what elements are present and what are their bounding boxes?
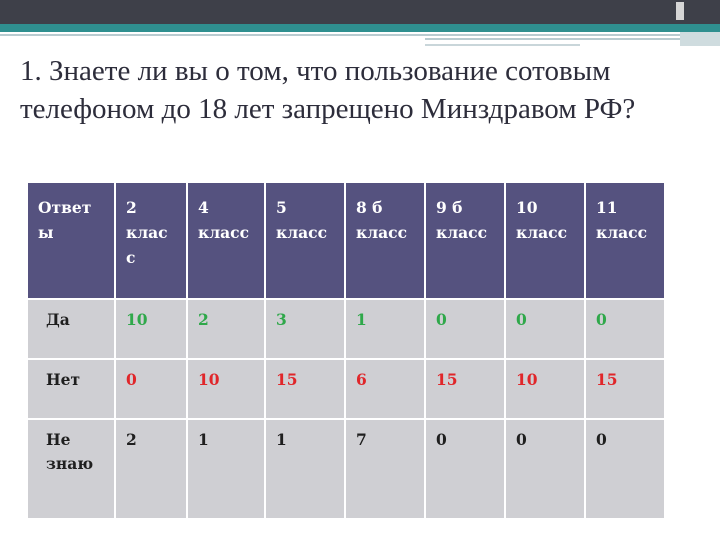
top-right-decor <box>676 2 684 20</box>
table-cell: 2 <box>187 299 265 359</box>
table-cell: 0 <box>585 299 665 359</box>
row-label: Не знаю <box>27 419 115 519</box>
header-grade-10: 10 класс <box>505 182 585 299</box>
header-grade-2: 2 клас с <box>115 182 187 299</box>
table-cell: 15 <box>425 359 505 419</box>
table-cell: 10 <box>187 359 265 419</box>
table-cell: 15 <box>585 359 665 419</box>
table-cell: 0 <box>585 419 665 519</box>
header-grade-5: 5 класс <box>265 182 345 299</box>
header-grade-4: 4 класс <box>187 182 265 299</box>
decor-line <box>0 34 720 36</box>
table-cell: 7 <box>345 419 425 519</box>
table-row-dont-know <box>27 419 665 519</box>
table-cell: 0 <box>425 299 505 359</box>
table-cell: 0 <box>425 419 505 519</box>
table-cell: 0 <box>505 299 585 359</box>
table-cell: 10 <box>115 299 187 359</box>
top-decor-band <box>0 0 720 24</box>
survey-table <box>26 181 666 520</box>
header-answers: Ответ ы <box>27 182 115 299</box>
table-row-yes <box>27 299 665 359</box>
table-cell: 15 <box>265 359 345 419</box>
table-cell: 1 <box>187 419 265 519</box>
table-cell: 0 <box>115 359 187 419</box>
table-cell: 10 <box>505 359 585 419</box>
header-grade-11: 11 класс <box>585 182 665 299</box>
table-cell: 0 <box>505 419 585 519</box>
table-cell: 6 <box>345 359 425 419</box>
table-cell: 2 <box>115 419 187 519</box>
table-cell: 1 <box>345 299 425 359</box>
decor-line <box>425 44 580 46</box>
row-label: Да <box>27 299 115 359</box>
table-row-no <box>27 359 665 419</box>
row-label: Нет <box>27 359 115 419</box>
table-cell: 3 <box>265 299 345 359</box>
header-grade-8b: 8 б класс <box>345 182 425 299</box>
decor-block <box>680 32 720 46</box>
question-title: 1. Знаете ли вы о том, что пользование сотовым телефоном до 18 лет запрещено Минздравом РФ? <box>20 55 636 125</box>
header-row <box>27 182 665 299</box>
header-grade-9b: 9 б класс <box>425 182 505 299</box>
table-cell: 1 <box>265 419 345 519</box>
teal-accent-bar <box>0 24 720 32</box>
decor-line <box>425 38 720 40</box>
